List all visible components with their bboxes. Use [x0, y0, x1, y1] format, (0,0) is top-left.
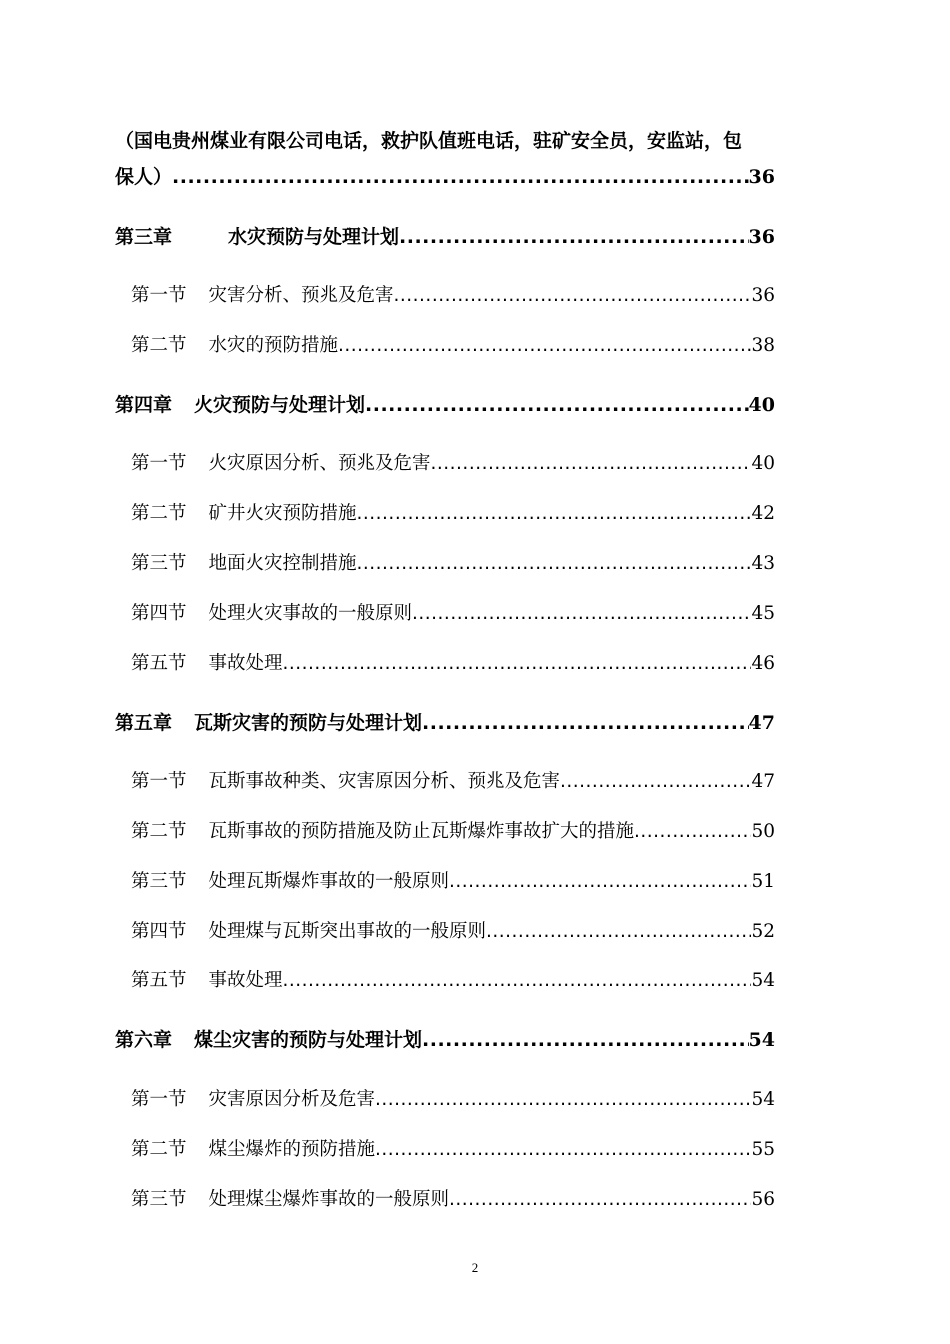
toc-page-number: 55	[751, 1139, 775, 1160]
chapter-title: 火灾预防与处理计划	[194, 394, 366, 416]
toc-section-entry	[115, 1085, 775, 1111]
toc-page-number: 40	[748, 394, 775, 416]
toc-page-number: 36	[748, 166, 775, 188]
section-number: 第三节	[131, 1189, 187, 1210]
toc-leader-dots	[365, 394, 749, 416]
toc-chapter-entry	[115, 708, 775, 735]
toc-section-entry	[115, 449, 775, 475]
section-number: 第三节	[131, 871, 187, 892]
toc-page-number: 47	[748, 712, 775, 734]
chapter-title: 水灾预防与处理计划	[228, 226, 400, 248]
section-title: 瓦斯事故种类、灾害原因分析、预兆及危害	[208, 771, 561, 792]
section-title: 处理瓦斯爆炸事故的一般原则	[208, 871, 450, 892]
toc-page-number: 46	[751, 653, 775, 674]
toc-page-number: 38	[751, 335, 775, 356]
toc-section-entry	[115, 331, 775, 357]
toc-leader-dots	[283, 653, 752, 674]
toc-chapter-entry	[115, 390, 775, 417]
toc-section-entry	[115, 917, 775, 943]
section-number: 第二节	[131, 821, 187, 842]
section-title: 瓦斯事故的预防措施及防止瓦斯爆炸事故扩大的措施	[208, 821, 635, 842]
toc-section-entry	[115, 1185, 775, 1211]
toc-leader-dots	[357, 503, 752, 524]
chapter-title: 煤尘灾害的预防与处理计划	[194, 1029, 423, 1051]
section-title: 火灾原因分析、预兆及危害	[208, 453, 431, 474]
toc-chapter-entry	[115, 222, 775, 249]
toc-intro-line-1: （国电贵州煤业有限公司电话，救护队值班电话，驻矿安全员，安监站，包	[115, 130, 743, 152]
toc-chapter-entry	[115, 1025, 775, 1052]
toc-leader-dots	[422, 712, 749, 734]
section-number: 第二节	[131, 503, 187, 524]
toc-leader-dots	[375, 1089, 751, 1110]
toc-leader-dots	[172, 166, 749, 188]
chapter-number: 第五章	[115, 712, 173, 734]
toc-page-number: 36	[751, 285, 775, 306]
chapter-number: 第四章	[115, 394, 173, 416]
toc-section-entry	[115, 549, 775, 575]
section-title: 地面火灾控制措施	[208, 553, 357, 574]
toc-intro-line-2	[115, 162, 775, 189]
toc-section-entry	[115, 281, 775, 307]
toc-section-entry	[115, 817, 775, 843]
toc-page-number: 45	[751, 603, 775, 624]
toc-page-number: 42	[751, 503, 775, 524]
toc-page-number: 54	[751, 970, 775, 991]
section-number: 第一节	[131, 285, 187, 306]
chapter-number: 第六章	[115, 1029, 173, 1051]
section-title: 矿井火灾预防措施	[208, 503, 357, 524]
section-number: 第四节	[131, 603, 187, 624]
section-title: 处理煤与瓦斯突出事故的一般原则	[208, 921, 487, 942]
section-number: 第五节	[131, 653, 187, 674]
toc-page-number: 36	[748, 226, 775, 248]
toc-page-number: 56	[751, 1189, 775, 1210]
section-title: 处理火灾事故的一般原则	[208, 603, 413, 624]
toc-leader-dots	[486, 921, 751, 942]
section-number: 第一节	[131, 1089, 187, 1110]
section-number: 第五节	[131, 970, 187, 991]
toc-section-entry	[115, 499, 775, 525]
toc-leader-dots	[634, 821, 751, 842]
toc-section-entry	[115, 599, 775, 625]
toc-page-number: 47	[751, 771, 775, 792]
page-footer-number: 2	[471, 1260, 479, 1275]
toc-leader-dots	[422, 1029, 749, 1051]
toc-page-number: 54	[751, 1089, 775, 1110]
toc-leader-dots	[412, 603, 751, 624]
section-number: 第二节	[131, 335, 187, 356]
toc-section-entry	[115, 966, 775, 992]
toc-page-number: 43	[751, 553, 775, 574]
section-number: 第一节	[131, 771, 187, 792]
toc-section-entry	[115, 767, 775, 793]
toc-leader-dots	[375, 1139, 751, 1160]
toc-page-number: 52	[751, 921, 775, 942]
chapter-number: 第三章	[115, 226, 173, 248]
toc-section-entry	[115, 649, 775, 675]
toc-leader-dots	[283, 970, 752, 991]
section-title: 事故处理	[208, 970, 283, 991]
section-number: 第一节	[131, 453, 187, 474]
section-title: 事故处理	[208, 653, 283, 674]
toc-page-number: 40	[751, 453, 775, 474]
toc-leader-dots	[449, 1189, 751, 1210]
chapter-title: 瓦斯灾害的预防与处理计划	[194, 712, 423, 734]
toc-page-number: 51	[751, 871, 775, 892]
section-number: 第三节	[131, 553, 187, 574]
toc-leader-dots	[449, 871, 751, 892]
toc-leader-dots	[431, 453, 752, 474]
toc-intro-title: 保人）	[115, 166, 173, 188]
toc-leader-dots	[357, 553, 752, 574]
toc-leader-dots	[399, 226, 749, 248]
section-number: 第二节	[131, 1139, 187, 1160]
toc-page-number: 54	[748, 1029, 775, 1051]
toc-page-number: 50	[751, 821, 775, 842]
toc-leader-dots	[338, 335, 751, 356]
toc-section-entry	[115, 1135, 775, 1161]
section-title: 灾害原因分析及危害	[208, 1089, 376, 1110]
section-title: 处理煤尘爆炸事故的一般原则	[208, 1189, 450, 1210]
section-title: 煤尘爆炸的预防措施	[208, 1139, 376, 1160]
toc-leader-dots	[394, 285, 752, 306]
section-title: 水灾的预防措施	[208, 335, 339, 356]
section-number: 第四节	[131, 921, 187, 942]
toc-section-entry	[115, 867, 775, 893]
section-title: 灾害分析、预兆及危害	[208, 285, 394, 306]
toc-leader-dots	[560, 771, 751, 792]
